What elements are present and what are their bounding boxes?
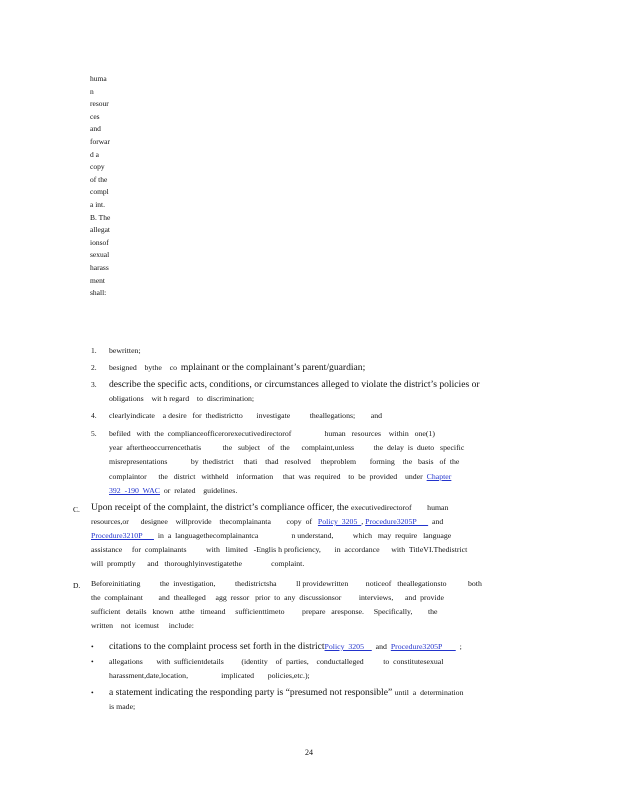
- narrow-column-line: shall:: [90, 288, 107, 298]
- bullet-icon: •: [91, 657, 94, 666]
- narrow-column-line: and: [90, 124, 101, 134]
- list-number: 5.: [91, 429, 97, 438]
- bullet-item-line: [109, 701, 135, 713]
- text-segment: assistance for complainants with limited -Englis h proficiency, in accordance with TitleVI.Thedistrict: [91, 545, 468, 555]
- list-item-line: [109, 362, 365, 374]
- narrow-column-line: sexual: [90, 250, 110, 260]
- list-item-line: [109, 393, 254, 405]
- narrow-column-line: d a: [90, 149, 99, 159]
- reference-link[interactable]: Chapter: [426, 471, 452, 481]
- narrow-column-line: ment: [90, 275, 105, 285]
- narrow-column-line: allegat: [90, 225, 110, 235]
- narrow-column-line: copy: [90, 162, 105, 172]
- reference-link[interactable]: Policy 3205: [324, 642, 372, 651]
- section-d-line: [91, 592, 444, 604]
- narrow-column-line: of the: [90, 174, 108, 184]
- narrow-column-line: a int.: [90, 199, 105, 209]
- text-segment: year aftertheoccurrencethatis the subject of the complaint,unless the delay is dueto specific: [109, 443, 465, 453]
- narrow-column-line: resour: [90, 99, 109, 109]
- list-item-line: [109, 471, 451, 483]
- list-item-line: [109, 442, 464, 454]
- section-c-line: [91, 530, 451, 542]
- bullet-item-line: [109, 641, 462, 653]
- narrow-column-line: compl: [90, 187, 109, 197]
- text-segment: or related guidelines.: [159, 485, 238, 495]
- reference-link[interactable]: Procedure3205P: [365, 517, 429, 527]
- text-segment: and: [371, 642, 391, 651]
- text-segment: befiled with the complianceofficerorexecutivedirectorof human resources within one(1): [109, 429, 435, 438]
- narrow-column-line: ionsof: [90, 237, 109, 247]
- page-number: 24: [305, 748, 313, 757]
- reference-link[interactable]: Procedure3205P: [390, 642, 456, 651]
- text-segment: besigned bythe co: [109, 363, 181, 372]
- text-segment: sufficient details known atthe timeand sufficienttimeto prepare aresponse. Specifically, the: [91, 607, 438, 616]
- text-segment: citations to the complaint process set forth in the district: [109, 641, 325, 652]
- text-segment: Upon receipt of the complaint, the district’s compliance officer, the: [91, 502, 351, 513]
- narrow-column-line: huma: [90, 74, 107, 83]
- text-segment: and: [428, 517, 444, 527]
- bullet-icon: •: [91, 688, 94, 697]
- section-c-line: [91, 516, 443, 528]
- bullet-item-line: [109, 656, 443, 668]
- text-segment: the complainant and thealleged agg ressor prior to any discussionsor interviews, and provide: [91, 593, 444, 602]
- text-segment: ;: [455, 642, 462, 651]
- list-number: 1.: [91, 346, 97, 355]
- list-number: 4.: [91, 411, 97, 420]
- text-segment: ,: [361, 517, 366, 527]
- list-item-line: [109, 456, 459, 468]
- text-segment: Beforeinitiating the investigation, thedistrictsha ll providewritten noticeof theallegationsto both: [91, 579, 482, 588]
- list-item-line: [109, 410, 382, 422]
- list-number: 2.: [91, 363, 97, 372]
- text-segment: harassment,date,location, implicated policies,etc.);: [109, 671, 310, 680]
- text-segment: describe the specific acts, conditions, or circumstances alleged to violate the district’s policies or: [109, 379, 480, 390]
- bullet-item-line: [109, 687, 463, 699]
- narrow-column-line: forwar: [90, 136, 110, 146]
- text-segment: a statement indicating the responding party is “presumed not responsible”: [109, 687, 395, 698]
- list-item-line: [109, 379, 480, 391]
- text-segment: will promptly and thoroughlyinvestigatethe complaint.: [91, 559, 305, 569]
- text-segment: bewritten;: [109, 346, 141, 355]
- section-d-line: [91, 606, 438, 618]
- section-c-line: [91, 544, 467, 556]
- text-segment: clearlyindicate a desire for thedistrictto investigate theallegations; and: [109, 411, 383, 420]
- text-segment: complaintor the district withheld information that was required to be provided under: [109, 471, 427, 481]
- narrow-column-line: n: [90, 86, 94, 96]
- text-segment: until a determination: [394, 688, 464, 697]
- section-c-mark: C.: [73, 505, 80, 514]
- reference-link[interactable]: Procedure3210P: [91, 531, 154, 541]
- narrow-column-line: ces: [90, 111, 100, 121]
- section-d-line: [91, 620, 194, 632]
- list-item-line: [109, 485, 237, 497]
- text-segment: allegations with sufficientdetails (identity of parties, conductalleged to constitutesexual: [109, 657, 444, 666]
- text-segment: in a languagethecomplainantca n understand, which may require language: [153, 531, 452, 541]
- text-segment: written not icemust include:: [91, 621, 194, 630]
- text-segment: executivedirectorof human: [350, 503, 449, 512]
- narrow-column-line: harass: [90, 262, 109, 272]
- text-segment: resources,or designee willprovide thecomplainanta copy of: [91, 517, 318, 527]
- text-segment: obligations wit h regard to discrimination;: [109, 394, 255, 404]
- reference-link[interactable]: Policy 3205: [317, 517, 362, 527]
- list-item-line: [109, 428, 435, 440]
- text-segment: is made;: [109, 702, 136, 711]
- bullet-item-line: [109, 670, 310, 682]
- text-segment: mplainant or the complainant’s parent/guardian;: [180, 362, 366, 373]
- section-d-line: [91, 578, 482, 590]
- section-c-line: [91, 502, 448, 514]
- text-segment: misrepresentations by thedistrict thati thad resolved theproblem forming the basis of the: [109, 457, 460, 467]
- list-item-line: [109, 345, 141, 357]
- bullet-icon: •: [91, 642, 94, 651]
- narrow-column-line: B. The: [90, 212, 111, 222]
- section-d-mark: D.: [73, 581, 81, 590]
- reference-link[interactable]: 392 -190 WAC: [109, 485, 160, 495]
- list-number: 3.: [91, 380, 97, 389]
- narrow-text-column: [90, 73, 130, 300]
- section-c-line: [91, 558, 304, 570]
